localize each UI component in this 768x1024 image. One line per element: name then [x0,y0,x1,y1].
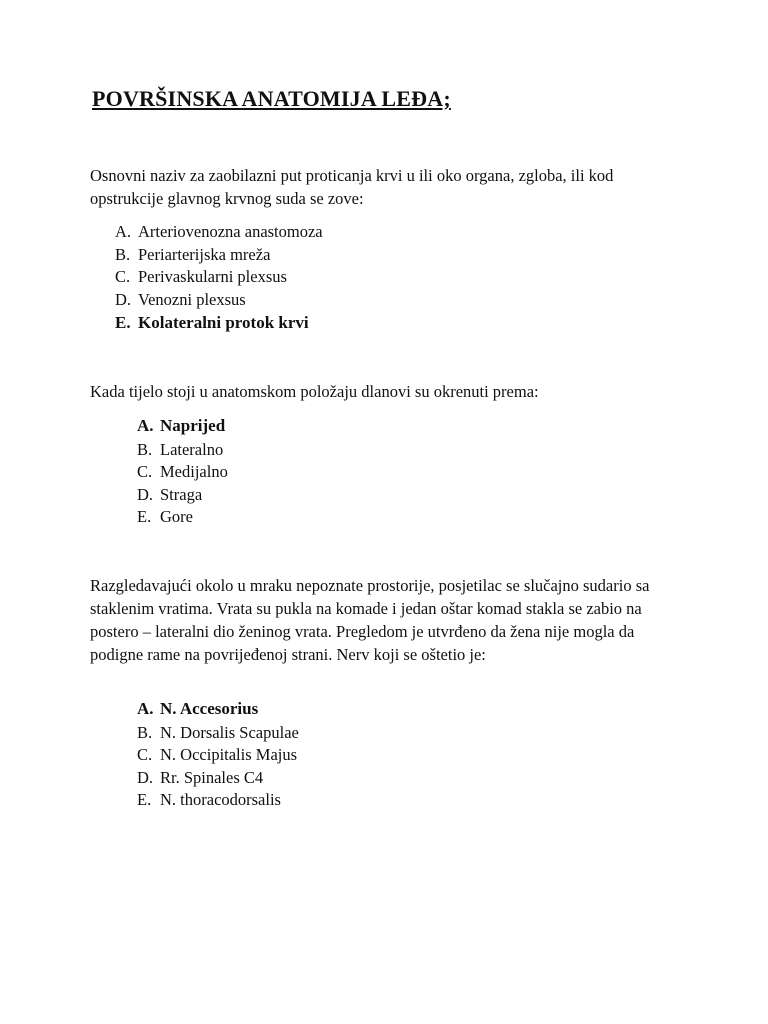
option-item-correct [137,698,299,721]
option-text: Rr. Spinales C4 [160,767,264,787]
question-1-text: Osnovni naziv za zaobilazni put proticanja krvi u ili oko organa, zgloba, ili kod opstrukcije glavnog krvnog suda se zove: [90,166,614,208]
option-text: N. Dorsalis Scapulae [160,722,299,742]
option-letter: C. [137,745,153,764]
question-1-options [115,221,323,335]
option-text: N. thoracodorsalis [160,790,281,809]
option-item [115,289,323,312]
option-item [137,484,228,507]
page-title: POVRŠINSKA ANATOMIJA LEĐA; [92,86,451,111]
option-letter: C. [115,267,131,286]
option-text: Straga [160,484,203,504]
option-letter: E. [137,507,152,526]
option-item-correct [137,415,228,438]
option-letter: A. [137,416,154,435]
option-letter: C. [137,462,153,481]
question-3-text: Razgledavajući okolo u mraku nepoznate prostorije, posjetilac se slučajno sudario sa staklenim vratima. Vrata su pukla na komade i jedan oštar komad stakla se zabio na postero – lateralni dio ženinog vrata. Pregledom je utvrđeno da žena nije mogla da podigne rame na povrijeđenoj strani. Nerv koji se oštetio je: [90,576,650,664]
option-letter: A. [137,699,154,718]
question-2-options [137,415,228,529]
option-item [115,266,323,289]
option-item-correct [115,312,323,335]
option-text: N. Occipitalis Majus [160,745,298,764]
option-letter: B. [115,244,131,264]
option-text: Kolateralni protok krvi [138,313,309,332]
option-item [115,221,323,244]
question-2-text: Kada tijelo stoji u anatomskom položaju dlanovi su okrenuti prema: [90,382,539,401]
option-text: Naprijed [160,416,226,435]
option-letter: A. [115,222,132,241]
option-letter: D. [137,484,154,504]
option-item [137,767,299,790]
option-letter: E. [137,790,152,809]
option-text: Gore [160,507,193,526]
option-text: Lateralno [160,439,224,459]
question-3-options [137,698,299,812]
option-letter: B. [137,722,153,742]
option-item [137,789,299,812]
option-text: Venozni plexsus [138,289,246,309]
option-item [137,506,228,529]
option-letter: D. [137,767,154,787]
option-item [115,244,323,267]
option-item [137,461,228,484]
option-item [137,439,228,462]
option-letter: D. [115,289,132,309]
option-text: Arteriovenozna anastomoza [138,222,323,241]
option-letter: E. [115,313,131,332]
option-letter: B. [137,439,153,459]
option-text: Periarterijska mreža [138,244,271,264]
option-text: N. Accesorius [160,699,259,718]
option-text: Medijalno [160,462,228,481]
option-item [137,744,299,767]
option-text: Perivaskularni plexsus [138,267,287,286]
option-item [137,722,299,745]
